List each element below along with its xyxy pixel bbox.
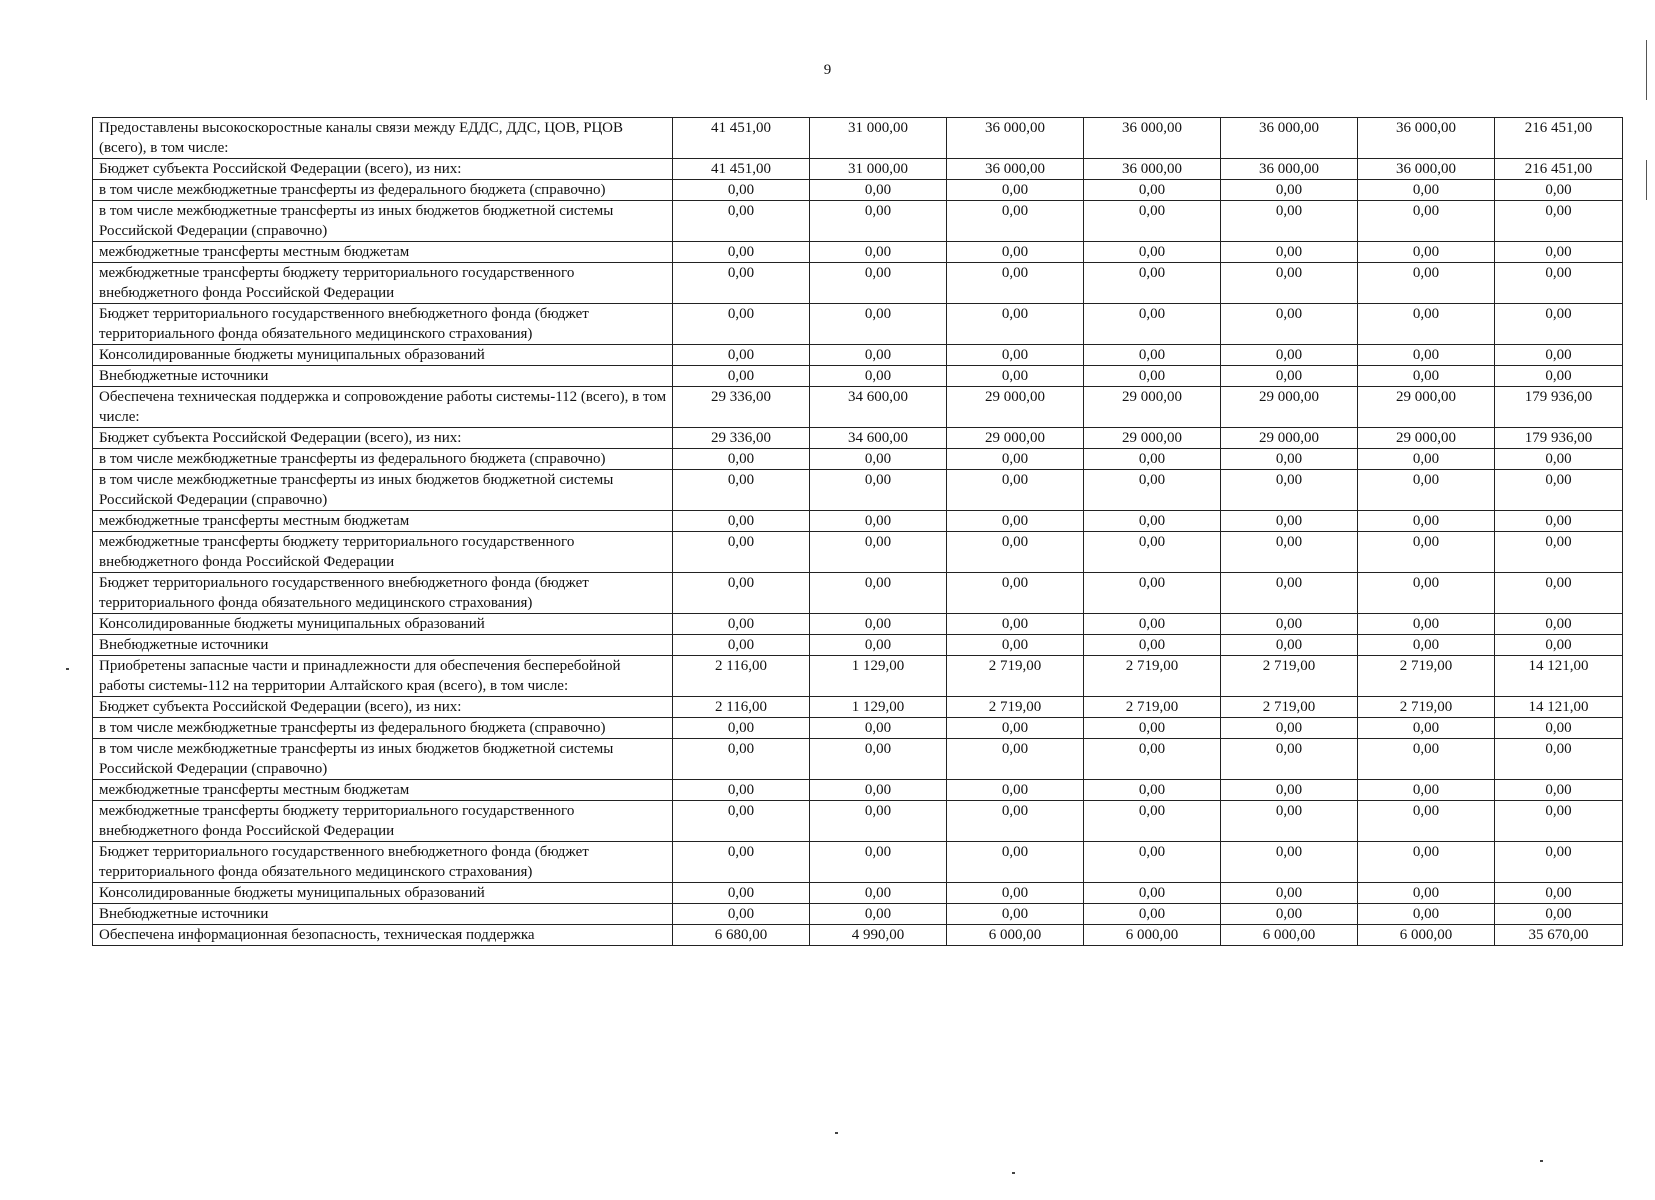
row-label: в том числе межбюджетные трансферты из иных бюджетов бюджетной системы Российской Федерации (справочно) (93, 739, 673, 780)
row-value-cell: 0,00 (1084, 449, 1221, 470)
row-value-cell: 0,00 (1358, 739, 1495, 780)
row-total-cell: 0,00 (1495, 345, 1623, 366)
row-value-cell: 0,00 (1084, 532, 1221, 573)
row-total-cell: 0,00 (1495, 635, 1623, 656)
row-value-cell: 0,00 (947, 842, 1084, 883)
table-row (93, 180, 1623, 201)
row-value-cell: 31 000,00 (810, 159, 947, 180)
row-value-cell: 36 000,00 (1358, 118, 1495, 159)
table-row (93, 904, 1623, 925)
table-row (93, 739, 1623, 780)
row-value-cell: 0,00 (810, 511, 947, 532)
row-value-cell: 4 990,00 (810, 925, 947, 946)
row-value-cell: 2 719,00 (1084, 697, 1221, 718)
row-value-cell: 0,00 (1221, 263, 1358, 304)
row-value-cell: 0,00 (1358, 718, 1495, 739)
row-value-cell: 29 000,00 (1358, 428, 1495, 449)
row-value-cell: 0,00 (1221, 532, 1358, 573)
row-value-cell: 0,00 (1084, 470, 1221, 511)
row-value-cell: 0,00 (947, 614, 1084, 635)
row-label: Обеспечена техническая поддержка и сопровождение работы системы-112 (всего), в том числе: (93, 387, 673, 428)
row-label: Бюджет территориального государственного внебюджетного фонда (бюджет территориального фонда обязательного медицинского страхования) (93, 573, 673, 614)
row-value-cell: 0,00 (1221, 842, 1358, 883)
row-value-cell: 0,00 (947, 883, 1084, 904)
row-value-cell: 0,00 (673, 470, 810, 511)
row-value-cell: 0,00 (947, 801, 1084, 842)
row-value-cell: 0,00 (673, 635, 810, 656)
row-value-cell: 0,00 (1221, 242, 1358, 263)
row-value-cell: 0,00 (947, 573, 1084, 614)
table-row (93, 159, 1623, 180)
row-value-cell: 0,00 (1084, 883, 1221, 904)
row-value-cell: 0,00 (673, 242, 810, 263)
row-value-cell: 0,00 (1358, 201, 1495, 242)
row-value-cell: 0,00 (1358, 532, 1495, 573)
row-value-cell: 34 600,00 (810, 428, 947, 449)
row-value-cell: 0,00 (1084, 263, 1221, 304)
row-value-cell: 0,00 (1221, 635, 1358, 656)
row-label: Бюджет субъекта Российской Федерации (всего), из них: (93, 159, 673, 180)
row-total-cell: 0,00 (1495, 883, 1623, 904)
row-total-cell: 0,00 (1495, 573, 1623, 614)
row-value-cell: 0,00 (947, 635, 1084, 656)
row-value-cell: 0,00 (1084, 366, 1221, 387)
row-value-cell: 0,00 (810, 449, 947, 470)
row-value-cell: 0,00 (1221, 573, 1358, 614)
row-value-cell: 0,00 (673, 801, 810, 842)
row-total-cell: 0,00 (1495, 614, 1623, 635)
row-value-cell: 0,00 (947, 470, 1084, 511)
page-number: 9 (823, 62, 832, 78)
row-total-cell: 216 451,00 (1495, 159, 1623, 180)
row-value-cell: 0,00 (1358, 573, 1495, 614)
row-value-cell: 6 000,00 (1084, 925, 1221, 946)
budget-table (92, 117, 1623, 946)
row-value-cell: 0,00 (1084, 242, 1221, 263)
row-value-cell: 6 000,00 (1358, 925, 1495, 946)
row-label: в том числе межбюджетные трансферты из федерального бюджета (справочно) (93, 718, 673, 739)
table-row (93, 304, 1623, 345)
row-value-cell: 34 600,00 (810, 387, 947, 428)
scan-dot (835, 1132, 838, 1134)
row-value-cell: 0,00 (1084, 801, 1221, 842)
row-value-cell: 0,00 (1358, 635, 1495, 656)
row-value-cell: 0,00 (810, 718, 947, 739)
row-value-cell: 0,00 (1084, 201, 1221, 242)
row-total-cell: 0,00 (1495, 470, 1623, 511)
row-value-cell: 36 000,00 (1221, 118, 1358, 159)
row-value-cell: 29 336,00 (673, 428, 810, 449)
table-row (93, 635, 1623, 656)
table-row (93, 697, 1623, 718)
row-value-cell: 0,00 (673, 904, 810, 925)
row-value-cell: 0,00 (673, 883, 810, 904)
table-row (93, 511, 1623, 532)
table-row (93, 470, 1623, 511)
row-value-cell: 29 000,00 (947, 428, 1084, 449)
table-row (93, 428, 1623, 449)
row-label: в том числе межбюджетные трансферты из федерального бюджета (справочно) (93, 180, 673, 201)
row-label: Консолидированные бюджеты муниципальных образований (93, 345, 673, 366)
row-label: межбюджетные трансферты бюджету территориального государственного внебюджетного фонда Российской Федерации (93, 801, 673, 842)
row-total-cell: 0,00 (1495, 511, 1623, 532)
row-value-cell: 0,00 (1358, 345, 1495, 366)
row-value-cell: 31 000,00 (810, 118, 947, 159)
row-value-cell: 2 719,00 (947, 697, 1084, 718)
row-value-cell: 29 000,00 (1084, 387, 1221, 428)
row-value-cell: 0,00 (1358, 801, 1495, 842)
row-label: межбюджетные трансферты местным бюджетам (93, 780, 673, 801)
row-label: Бюджет субъекта Российской Федерации (всего), из них: (93, 697, 673, 718)
table-row (93, 366, 1623, 387)
row-value-cell: 0,00 (1358, 366, 1495, 387)
row-value-cell: 0,00 (1221, 304, 1358, 345)
row-value-cell: 6 680,00 (673, 925, 810, 946)
row-total-cell: 0,00 (1495, 304, 1623, 345)
row-value-cell: 0,00 (1221, 470, 1358, 511)
row-value-cell: 0,00 (673, 201, 810, 242)
table-row (93, 656, 1623, 697)
row-total-cell: 0,00 (1495, 739, 1623, 780)
row-label: Бюджет субъекта Российской Федерации (всего), из них: (93, 428, 673, 449)
table-row (93, 449, 1623, 470)
row-value-cell: 0,00 (947, 780, 1084, 801)
row-value-cell: 0,00 (673, 780, 810, 801)
row-label: в том числе межбюджетные трансферты из федерального бюджета (справочно) (93, 449, 673, 470)
table-row (93, 242, 1623, 263)
table-row (93, 842, 1623, 883)
row-value-cell: 0,00 (1358, 614, 1495, 635)
row-total-cell: 0,00 (1495, 842, 1623, 883)
row-value-cell: 0,00 (947, 201, 1084, 242)
row-total-cell: 0,00 (1495, 904, 1623, 925)
row-value-cell: 0,00 (1084, 614, 1221, 635)
row-value-cell: 2 719,00 (1084, 656, 1221, 697)
row-value-cell: 0,00 (1221, 801, 1358, 842)
row-value-cell: 41 451,00 (673, 159, 810, 180)
row-value-cell: 0,00 (947, 242, 1084, 263)
row-value-cell: 0,00 (947, 532, 1084, 573)
table-row (93, 118, 1623, 159)
scan-dot (1012, 1172, 1015, 1174)
row-value-cell: 2 116,00 (673, 697, 810, 718)
row-value-cell: 6 000,00 (947, 925, 1084, 946)
row-value-cell: 29 000,00 (1358, 387, 1495, 428)
row-value-cell: 0,00 (673, 511, 810, 532)
row-value-cell: 36 000,00 (1358, 159, 1495, 180)
row-value-cell: 29 000,00 (1221, 387, 1358, 428)
table-row (93, 532, 1623, 573)
row-value-cell: 0,00 (1084, 345, 1221, 366)
row-value-cell: 36 000,00 (1221, 159, 1358, 180)
row-label: межбюджетные трансферты местным бюджетам (93, 242, 673, 263)
row-value-cell: 0,00 (1084, 180, 1221, 201)
row-value-cell: 0,00 (1221, 718, 1358, 739)
row-label: Внебюджетные источники (93, 366, 673, 387)
row-value-cell: 0,00 (1221, 739, 1358, 780)
row-total-cell: 0,00 (1495, 532, 1623, 573)
row-value-cell: 0,00 (1358, 449, 1495, 470)
row-value-cell: 41 451,00 (673, 118, 810, 159)
row-value-cell: 0,00 (1358, 842, 1495, 883)
row-value-cell: 0,00 (1221, 180, 1358, 201)
row-label: межбюджетные трансферты местным бюджетам (93, 511, 673, 532)
row-value-cell: 0,00 (1358, 180, 1495, 201)
row-value-cell: 0,00 (1084, 635, 1221, 656)
row-total-cell: 0,00 (1495, 201, 1623, 242)
row-value-cell: 0,00 (810, 780, 947, 801)
row-value-cell: 0,00 (673, 842, 810, 883)
table-row (93, 573, 1623, 614)
row-value-cell: 0,00 (810, 635, 947, 656)
row-value-cell: 0,00 (673, 366, 810, 387)
row-value-cell: 0,00 (1084, 780, 1221, 801)
row-value-cell: 0,00 (810, 904, 947, 925)
row-value-cell: 0,00 (947, 449, 1084, 470)
row-value-cell: 0,00 (1084, 904, 1221, 925)
row-value-cell: 0,00 (673, 449, 810, 470)
scan-edge-mark (1646, 40, 1647, 100)
row-total-cell: 0,00 (1495, 180, 1623, 201)
row-label: Приобретены запасные части и принадлежности для обеспечения бесперебойной работы системы-112 на территории Алтайского края (всего), в том числе: (93, 656, 673, 697)
row-value-cell: 36 000,00 (947, 118, 1084, 159)
row-label: Обеспечена информационная безопасность, техническая поддержка (93, 925, 673, 946)
row-value-cell: 0,00 (673, 573, 810, 614)
row-value-cell: 0,00 (1221, 201, 1358, 242)
row-value-cell: 0,00 (947, 718, 1084, 739)
row-value-cell: 0,00 (1221, 511, 1358, 532)
row-value-cell: 2 719,00 (947, 656, 1084, 697)
row-value-cell: 0,00 (947, 511, 1084, 532)
table-row (93, 780, 1623, 801)
row-value-cell: 0,00 (1358, 511, 1495, 532)
row-value-cell: 0,00 (810, 345, 947, 366)
row-value-cell: 36 000,00 (1084, 159, 1221, 180)
row-value-cell: 0,00 (1221, 449, 1358, 470)
row-total-cell: 179 936,00 (1495, 428, 1623, 449)
row-value-cell: 0,00 (810, 366, 947, 387)
row-value-cell: 6 000,00 (1221, 925, 1358, 946)
row-value-cell: 0,00 (810, 242, 947, 263)
row-value-cell: 0,00 (810, 263, 947, 304)
row-value-cell: 0,00 (947, 263, 1084, 304)
row-total-cell: 0,00 (1495, 780, 1623, 801)
row-value-cell: 36 000,00 (1084, 118, 1221, 159)
row-value-cell: 29 000,00 (1084, 428, 1221, 449)
row-value-cell: 0,00 (673, 614, 810, 635)
row-label: межбюджетные трансферты бюджету территориального государственного внебюджетного фонда Российской Федерации (93, 263, 673, 304)
row-label: Консолидированные бюджеты муниципальных образований (93, 614, 673, 635)
row-label: межбюджетные трансферты бюджету территориального государственного внебюджетного фонда Российской Федерации (93, 532, 673, 573)
row-total-cell: 179 936,00 (1495, 387, 1623, 428)
row-label: Внебюджетные источники (93, 904, 673, 925)
row-value-cell: 0,00 (1084, 511, 1221, 532)
row-total-cell: 14 121,00 (1495, 697, 1623, 718)
row-total-cell: 35 670,00 (1495, 925, 1623, 946)
row-total-cell: 0,00 (1495, 449, 1623, 470)
row-value-cell: 0,00 (947, 739, 1084, 780)
row-value-cell: 0,00 (1084, 573, 1221, 614)
table-row (93, 614, 1623, 635)
row-value-cell: 2 719,00 (1358, 697, 1495, 718)
row-value-cell: 0,00 (1358, 780, 1495, 801)
row-total-cell: 14 121,00 (1495, 656, 1623, 697)
row-total-cell: 0,00 (1495, 242, 1623, 263)
row-value-cell: 36 000,00 (947, 159, 1084, 180)
scan-dot (66, 668, 69, 670)
row-value-cell: 0,00 (947, 366, 1084, 387)
row-value-cell: 0,00 (1221, 614, 1358, 635)
table-row (93, 201, 1623, 242)
row-total-cell: 0,00 (1495, 801, 1623, 842)
row-value-cell: 0,00 (947, 345, 1084, 366)
row-value-cell: 0,00 (1221, 366, 1358, 387)
row-value-cell: 29 000,00 (1221, 428, 1358, 449)
row-value-cell: 0,00 (810, 801, 947, 842)
row-value-cell: 0,00 (810, 470, 947, 511)
row-value-cell: 29 000,00 (947, 387, 1084, 428)
scan-edge-mark (1646, 160, 1647, 200)
row-label: Внебюджетные источники (93, 635, 673, 656)
row-value-cell: 0,00 (1084, 739, 1221, 780)
row-value-cell: 0,00 (810, 201, 947, 242)
row-value-cell: 2 719,00 (1221, 697, 1358, 718)
row-value-cell: 0,00 (810, 180, 947, 201)
table-row (93, 345, 1623, 366)
row-label: Бюджет территориального государственного внебюджетного фонда (бюджет территориального фонда обязательного медицинского страхования) (93, 304, 673, 345)
row-label: в том числе межбюджетные трансферты из иных бюджетов бюджетной системы Российской Федерации (справочно) (93, 201, 673, 242)
row-value-cell: 0,00 (673, 263, 810, 304)
row-label: в том числе межбюджетные трансферты из иных бюджетов бюджетной системы Российской Федерации (справочно) (93, 470, 673, 511)
row-value-cell: 0,00 (810, 614, 947, 635)
table-row (93, 263, 1623, 304)
row-value-cell: 0,00 (810, 883, 947, 904)
row-value-cell: 0,00 (1084, 718, 1221, 739)
row-value-cell: 0,00 (947, 904, 1084, 925)
row-total-cell: 0,00 (1495, 366, 1623, 387)
row-value-cell: 0,00 (673, 739, 810, 780)
scan-dot (1540, 1160, 1543, 1162)
table-row (93, 801, 1623, 842)
row-label: Консолидированные бюджеты муниципальных образований (93, 883, 673, 904)
row-value-cell: 1 129,00 (810, 656, 947, 697)
row-value-cell: 0,00 (810, 842, 947, 883)
row-value-cell: 0,00 (673, 718, 810, 739)
row-value-cell: 29 336,00 (673, 387, 810, 428)
row-value-cell: 0,00 (1221, 345, 1358, 366)
row-value-cell: 0,00 (810, 304, 947, 345)
row-value-cell: 0,00 (810, 573, 947, 614)
row-value-cell: 0,00 (1358, 263, 1495, 304)
row-value-cell: 0,00 (1358, 470, 1495, 511)
row-value-cell: 0,00 (673, 345, 810, 366)
table-row (93, 883, 1623, 904)
row-value-cell: 2 116,00 (673, 656, 810, 697)
row-label: Бюджет территориального государственного внебюджетного фонда (бюджет территориального фонда обязательного медицинского страхования) (93, 842, 673, 883)
row-label: Предоставлены высокоскоростные каналы связи между ЕДДС, ДДС, ЦОВ, РЦОВ (всего), в том числе: (93, 118, 673, 159)
row-total-cell: 0,00 (1495, 263, 1623, 304)
row-value-cell: 0,00 (1084, 304, 1221, 345)
row-value-cell: 0,00 (1358, 883, 1495, 904)
row-value-cell: 0,00 (947, 304, 1084, 345)
row-value-cell: 0,00 (1221, 883, 1358, 904)
row-value-cell: 0,00 (1221, 780, 1358, 801)
row-value-cell: 1 129,00 (810, 697, 947, 718)
row-value-cell: 0,00 (1358, 242, 1495, 263)
table-row (93, 718, 1623, 739)
row-value-cell: 0,00 (947, 180, 1084, 201)
budget-table-body (93, 118, 1623, 946)
row-value-cell: 2 719,00 (1221, 656, 1358, 697)
table-row (93, 387, 1623, 428)
row-value-cell: 0,00 (1221, 904, 1358, 925)
row-total-cell: 0,00 (1495, 718, 1623, 739)
row-value-cell: 2 719,00 (1358, 656, 1495, 697)
row-value-cell: 0,00 (673, 532, 810, 573)
row-total-cell: 216 451,00 (1495, 118, 1623, 159)
row-value-cell: 0,00 (673, 304, 810, 345)
row-value-cell: 0,00 (810, 532, 947, 573)
row-value-cell: 0,00 (1358, 304, 1495, 345)
row-value-cell: 0,00 (1084, 842, 1221, 883)
table-row (93, 925, 1623, 946)
row-value-cell: 0,00 (810, 739, 947, 780)
row-value-cell: 0,00 (1358, 904, 1495, 925)
row-value-cell: 0,00 (673, 180, 810, 201)
